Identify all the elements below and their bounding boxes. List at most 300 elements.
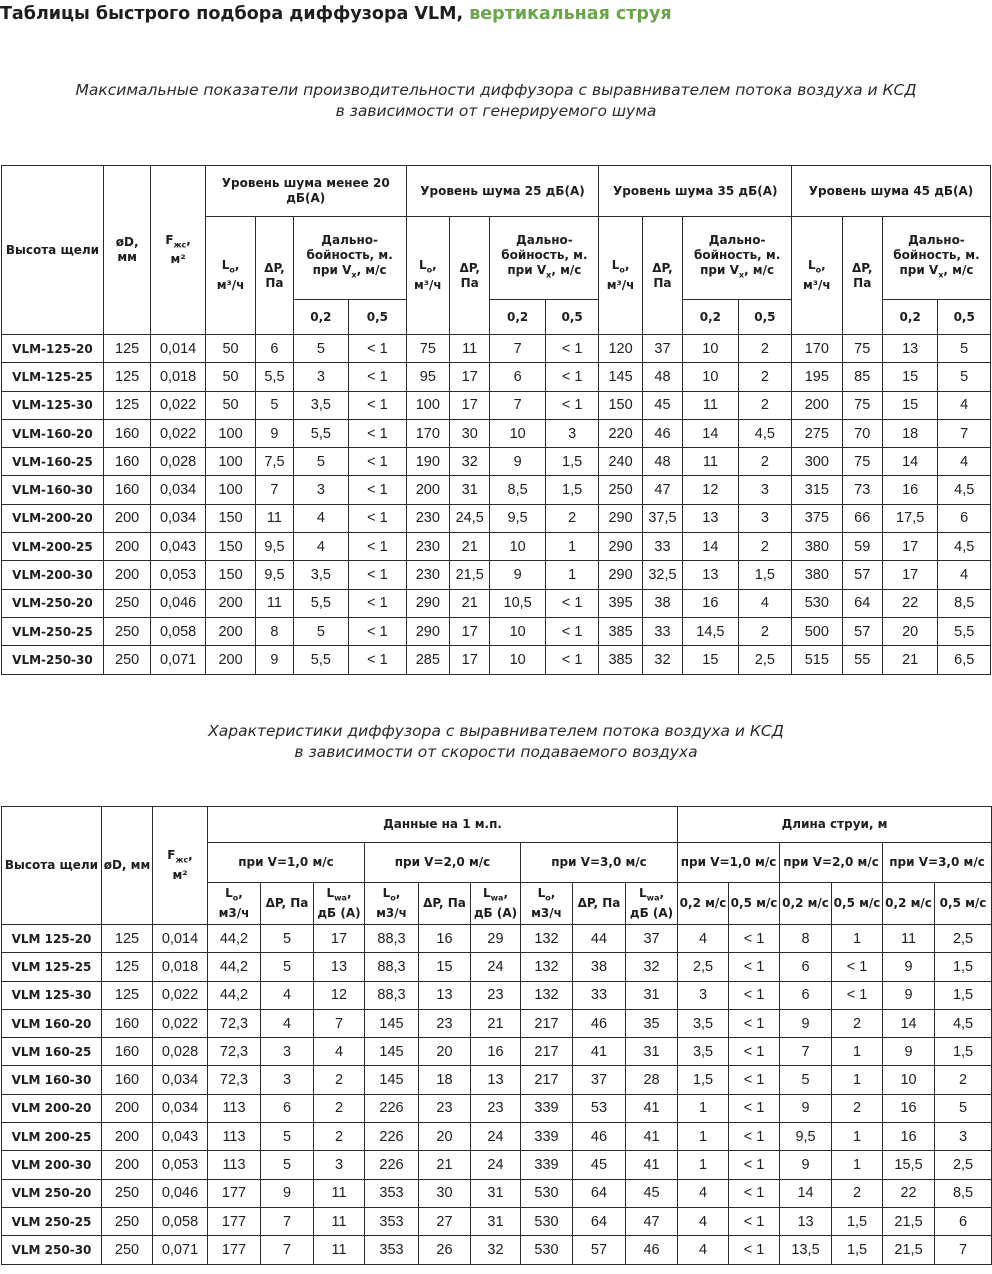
header-slot-height: Высота щели [2, 166, 104, 335]
table-cell: 1,5 [545, 476, 598, 504]
table-cell: 290 [599, 533, 642, 561]
table-cell: 1,5 [738, 561, 791, 589]
header-diameter: øD, мм [103, 166, 150, 335]
table-cell: 177 [208, 1207, 261, 1235]
table-row [2, 1009, 992, 1037]
table-cell: 17 [450, 363, 490, 391]
table-cell: 113 [208, 1151, 261, 1179]
table-cell: 315 [792, 476, 842, 504]
table-cell: 10 [490, 617, 546, 645]
table-cell: 1 [832, 1038, 883, 1066]
table-cell: 1,5 [832, 1236, 883, 1264]
table-cell: 9 [780, 1009, 832, 1037]
table-cell: 200 [205, 617, 255, 645]
table-cell: 46 [573, 1009, 626, 1037]
table-cell: 23 [419, 1094, 471, 1122]
table-cell: 44,2 [208, 981, 261, 1009]
header-speed: 0,5 [545, 300, 598, 335]
table-cell: 7 [490, 335, 546, 363]
table-cell: 250 [102, 1179, 153, 1207]
table-cell: < 1 [545, 391, 598, 419]
row-model-name: VLM-125-20 [2, 335, 104, 363]
table-cell: 3 [293, 476, 349, 504]
table-cell: 44,2 [208, 925, 261, 953]
table-cell: 2,5 [738, 646, 791, 674]
header-pressure-drop: ΔP, Па [450, 217, 490, 335]
table-cell: 28 [626, 1066, 678, 1094]
table-cell: 10 [683, 363, 739, 391]
header-speed: 0,2 [882, 300, 938, 335]
header-sound-power: $L_{wa}$, дБ (А) [471, 883, 521, 925]
table-cell: 160 [102, 1038, 153, 1066]
table-cell: 31 [450, 476, 490, 504]
table-cell: 0,058 [151, 617, 205, 645]
header-throw-range: Дально-бойность, м. при $V_x$, м/с [882, 217, 990, 300]
table-cell: < 1 [545, 617, 598, 645]
table-cell: 11 [314, 1179, 365, 1207]
table-cell: 44 [573, 925, 626, 953]
table-cell: 195 [792, 363, 842, 391]
table-cell: 64 [573, 1179, 626, 1207]
table-cell: 9 [490, 448, 546, 476]
table-cell: 339 [521, 1123, 573, 1151]
table-cell: 4 [678, 925, 729, 953]
table-cell: 17 [314, 925, 365, 953]
table-cell: 9 [780, 1094, 832, 1122]
table-cell: 30 [419, 1179, 471, 1207]
table-cell: 64 [573, 1207, 626, 1235]
header-airflow: $L_o$, м³/ч [205, 217, 255, 335]
table-cell: 0,071 [153, 1236, 208, 1264]
header-airflow: $L_o$, м3/ч [365, 883, 419, 925]
table-cell: 500 [792, 617, 842, 645]
table-cell: 3 [738, 476, 791, 504]
table2-caption-line2: в зависимости от скорости подаваемого воздуха [294, 743, 698, 761]
table-cell: 8,5 [938, 589, 991, 617]
table-cell: 35 [626, 1009, 678, 1037]
table-cell: 17 [450, 391, 490, 419]
table-cell: < 1 [545, 646, 598, 674]
table-cell: 13 [683, 561, 739, 589]
table-cell: 21 [471, 1009, 521, 1037]
table-cell: 47 [626, 1207, 678, 1235]
table-row [2, 589, 991, 617]
row-model-name: VLM 125-20 [2, 925, 102, 953]
table-cell: < 1 [832, 981, 883, 1009]
table-cell: 24 [471, 1151, 521, 1179]
table-cell: 7 [261, 1236, 314, 1264]
table-cell: 6 [256, 335, 293, 363]
header-pressure-drop: ΔP, Па [261, 883, 314, 925]
table-cell: 160 [102, 1009, 153, 1037]
table-cell: 290 [599, 561, 642, 589]
table-cell: 37 [642, 335, 682, 363]
table-cell: 3 [293, 363, 349, 391]
table-cell: 9 [883, 981, 935, 1009]
table-cell: 53 [573, 1094, 626, 1122]
table-cell: 8 [780, 925, 832, 953]
table1-caption [0, 80, 992, 122]
table-cell: 1 [832, 1123, 883, 1151]
row-model-name: VLM 160-20 [2, 1009, 102, 1037]
table-cell: 3 [678, 981, 729, 1009]
table-cell: 530 [521, 1179, 573, 1207]
table-cell: 7 [780, 1038, 832, 1066]
table-cell: 73 [842, 476, 882, 504]
table-cell: 3 [545, 419, 598, 447]
table-cell: 217 [521, 1038, 573, 1066]
table-cell: 2 [935, 1066, 992, 1094]
table-cell: 220 [599, 419, 642, 447]
table-cell: 7 [314, 1009, 365, 1037]
table-cell: 9 [490, 561, 546, 589]
table-cell: 27 [419, 1207, 471, 1235]
table-cell: 200 [103, 533, 150, 561]
header-velocity: при V=1,0 м/с [678, 843, 780, 883]
table-cell: 290 [406, 617, 449, 645]
table-cell: 226 [365, 1151, 419, 1179]
table-cell: 23 [419, 1009, 471, 1037]
table-cell: 100 [205, 476, 255, 504]
header-sound-power: $L_{wa}$, дБ (А) [626, 883, 678, 925]
table-cell: 4 [293, 533, 349, 561]
table-cell: 2 [738, 363, 791, 391]
table-cell: 55 [842, 646, 882, 674]
table-cell: 16 [419, 925, 471, 953]
table-cell: 15 [419, 953, 471, 981]
table-cell: 285 [406, 646, 449, 674]
header-throw-range: Дально-бойность, м. при $V_x$, м/с [683, 217, 792, 300]
header-pressure-drop: ΔP, Па [419, 883, 471, 925]
table-cell: 1,5 [678, 1066, 729, 1094]
table-cell: < 1 [729, 1009, 780, 1037]
table-row [2, 1066, 992, 1094]
table-cell: 21,5 [883, 1207, 935, 1235]
table-cell: 13 [471, 1066, 521, 1094]
table-cell: 3,5 [293, 561, 349, 589]
table-cell: 10,5 [490, 589, 546, 617]
table-cell: 17 [450, 646, 490, 674]
table-cell: 9 [883, 1038, 935, 1066]
table-cell: 16 [883, 1123, 935, 1151]
table-row [2, 335, 991, 363]
table-cell: 31 [471, 1207, 521, 1235]
table-cell: 226 [365, 1094, 419, 1122]
table-row [2, 1207, 992, 1235]
row-model-name: VLM-125-30 [2, 391, 104, 419]
table-cell: 170 [792, 335, 842, 363]
table-cell: 72,3 [208, 1009, 261, 1037]
table-cell: 395 [599, 589, 642, 617]
table-cell: 4,5 [738, 419, 791, 447]
table-cell: 57 [842, 561, 882, 589]
header-speed: 0,2 м/с [883, 883, 935, 925]
header-speed: 0,5 м/с [935, 883, 992, 925]
table-cell: 3 [261, 1038, 314, 1066]
table-cell: 11 [256, 504, 293, 532]
table-cell: 7 [261, 1207, 314, 1235]
table-cell: 7 [938, 419, 991, 447]
header-airflow: $L_o$, м³/ч [599, 217, 642, 335]
table-cell: 3 [261, 1066, 314, 1094]
table-cell: 4 [678, 1179, 729, 1207]
table-cell: 3 [935, 1123, 992, 1151]
table-cell: 75 [842, 448, 882, 476]
table-cell: 85 [842, 363, 882, 391]
table-cell: 6 [780, 953, 832, 981]
table-cell: 0,043 [151, 533, 205, 561]
table-cell: 4 [678, 1207, 729, 1235]
table-cell: 145 [365, 1009, 419, 1037]
row-model-name: VLM 125-25 [2, 953, 102, 981]
table-cell: 45 [573, 1151, 626, 1179]
page-title [0, 4, 672, 24]
table-row [2, 1151, 992, 1179]
table-cell: 0,028 [151, 448, 205, 476]
table-cell: 75 [842, 391, 882, 419]
table-cell: 23 [471, 1094, 521, 1122]
table-cell: 45 [642, 391, 682, 419]
table-cell: < 1 [545, 335, 598, 363]
table-cell: 64 [842, 589, 882, 617]
header-airflow: $L_o$, м³/ч [406, 217, 449, 335]
table-cell: 66 [842, 504, 882, 532]
table-cell: 2 [832, 1179, 883, 1207]
table-cell: 113 [208, 1094, 261, 1122]
table-cell: 11 [883, 925, 935, 953]
table-cell: 4 [261, 1009, 314, 1037]
table-cell: 4 [938, 448, 991, 476]
table-cell: 0,034 [151, 504, 205, 532]
table-cell: 0,046 [153, 1179, 208, 1207]
row-model-name: VLM-160-25 [2, 448, 104, 476]
table-cell: 16 [683, 589, 739, 617]
header-speed: 0,5 м/с [832, 883, 883, 925]
table-cell: 20 [419, 1038, 471, 1066]
table-cell: 0,022 [151, 419, 205, 447]
table-cell: 1 [545, 561, 598, 589]
table-row [2, 1123, 992, 1151]
table-cell: 100 [205, 448, 255, 476]
table-cell: 530 [792, 589, 842, 617]
table-cell: 2 [314, 1123, 365, 1151]
table1-caption-line1: Максимальные показатели производительности диффузора с выравнивателем потока воздуха и КСД [75, 81, 917, 99]
header-slot-height: Высота щели [2, 807, 102, 925]
row-model-name: VLM-250-30 [2, 646, 104, 674]
table-cell: 145 [365, 1038, 419, 1066]
table-cell: 4,5 [938, 476, 991, 504]
table-cell: 4 [261, 981, 314, 1009]
table-cell: 21 [450, 533, 490, 561]
table-cell: 0,034 [151, 476, 205, 504]
table-cell: 353 [365, 1236, 419, 1264]
table-cell: 290 [599, 504, 642, 532]
table-cell: 5 [935, 1094, 992, 1122]
table-cell: 100 [406, 391, 449, 419]
table-cell: 0,034 [153, 1066, 208, 1094]
table-cell: 2 [314, 1094, 365, 1122]
table-cell: 32,5 [642, 561, 682, 589]
table-cell: < 1 [349, 589, 407, 617]
header-speed: 0,5 [349, 300, 407, 335]
table-cell: 2 [738, 391, 791, 419]
table-cell: 32 [450, 448, 490, 476]
header-speed: 0,2 м/с [678, 883, 729, 925]
table-cell: 5,5 [293, 419, 349, 447]
table-cell: 21 [450, 589, 490, 617]
table-cell: 200 [792, 391, 842, 419]
table-cell: < 1 [349, 391, 407, 419]
page-title-main: Таблицы быстрого подбора диффузора VLM, [0, 4, 464, 24]
header-noise-group: Уровень шума 25 дБ(А) [406, 166, 599, 217]
table-cell: 217 [521, 1066, 573, 1094]
row-model-name: VLM 250-20 [2, 1179, 102, 1207]
header-speed: 0,2 м/с [780, 883, 832, 925]
table-cell: 0,053 [151, 561, 205, 589]
table-row [2, 363, 991, 391]
table-cell: 160 [102, 1066, 153, 1094]
table-cell: 3 [314, 1151, 365, 1179]
table-cell: 0,046 [151, 589, 205, 617]
header-noise-group: Уровень шума менее 20 дБ(А) [205, 166, 406, 217]
table-cell: 275 [792, 419, 842, 447]
table-cell: 3,5 [293, 391, 349, 419]
table-cell: 2,5 [678, 953, 729, 981]
table-cell: 9,5 [780, 1123, 832, 1151]
table-cell: 2 [832, 1094, 883, 1122]
row-model-name: VLM-250-25 [2, 617, 104, 645]
table-cell: 41 [573, 1038, 626, 1066]
table-cell: 47 [642, 476, 682, 504]
table-row [2, 981, 992, 1009]
header-airflow: $L_o$, м3/ч [521, 883, 573, 925]
header-sound-power: $L_{wa}$, дБ (А) [314, 883, 365, 925]
table-cell: 250 [599, 476, 642, 504]
table-cell: 21 [419, 1151, 471, 1179]
row-model-name: VLM 200-20 [2, 1094, 102, 1122]
table-cell: < 1 [349, 335, 407, 363]
table-cell: 2 [545, 504, 598, 532]
table-cell: 0,014 [151, 335, 205, 363]
table-row [2, 1179, 992, 1207]
table-cell: 57 [573, 1236, 626, 1264]
table-cell: 11 [314, 1236, 365, 1264]
table-cell: 250 [102, 1236, 153, 1264]
table-cell: 6 [490, 363, 546, 391]
table-cell: 17 [882, 561, 938, 589]
table-cell: 11 [683, 448, 739, 476]
table-cell: 0,034 [153, 1094, 208, 1122]
table-cell: 24 [471, 953, 521, 981]
table-row [2, 504, 991, 532]
table-cell: < 1 [349, 363, 407, 391]
table-row [2, 448, 991, 476]
table-cell: 1 [832, 1066, 883, 1094]
table-cell: 1 [678, 1123, 729, 1151]
table-cell: 226 [365, 1123, 419, 1151]
table-cell: 0,014 [153, 925, 208, 953]
table-cell: 5,5 [293, 589, 349, 617]
table-cell: 16 [883, 1094, 935, 1122]
header-area: $F_{жс}$, м² [153, 807, 208, 925]
table-row [2, 561, 991, 589]
table-cell: < 1 [729, 1038, 780, 1066]
table-cell: 31 [626, 981, 678, 1009]
table-cell: 200 [102, 1094, 153, 1122]
table-cell: 160 [103, 476, 150, 504]
table-cell: 1,5 [545, 448, 598, 476]
table-cell: 44,2 [208, 953, 261, 981]
table-cell: 150 [205, 533, 255, 561]
table-cell: 24,5 [450, 504, 490, 532]
table-cell: < 1 [349, 476, 407, 504]
table-cell: 4 [938, 391, 991, 419]
table-cell: 41 [626, 1151, 678, 1179]
table-cell: 33 [573, 981, 626, 1009]
table-cell: 7 [256, 476, 293, 504]
table-cell: < 1 [729, 925, 780, 953]
table-cell: 100 [205, 419, 255, 447]
table-cell: 11 [256, 589, 293, 617]
table-cell: 1,5 [832, 1207, 883, 1235]
table-cell: 290 [406, 589, 449, 617]
row-model-name: VLM-250-20 [2, 589, 104, 617]
table-cell: 230 [406, 561, 449, 589]
table-cell: < 1 [729, 1151, 780, 1179]
table-cell: 9 [261, 1179, 314, 1207]
table-cell: 177 [208, 1179, 261, 1207]
table-cell: 4 [678, 1236, 729, 1264]
table1-caption-line2: в зависимости от генерируемого шума [335, 102, 657, 120]
table-cell: 32 [471, 1236, 521, 1264]
table-cell: < 1 [729, 1123, 780, 1151]
table-cell: 375 [792, 504, 842, 532]
table-row [2, 1236, 992, 1264]
table-cell: 380 [792, 561, 842, 589]
table-cell: 120 [599, 335, 642, 363]
table-cell: < 1 [729, 1066, 780, 1094]
table-cell: 20 [419, 1123, 471, 1151]
header-per-meter-data: Данные на 1 м.п. [208, 807, 678, 843]
header-speed: 0,5 [938, 300, 991, 335]
table-cell: < 1 [729, 953, 780, 981]
row-model-name: VLM 250-25 [2, 1207, 102, 1235]
table-cell: 37 [573, 1066, 626, 1094]
table-cell: < 1 [349, 646, 407, 674]
table-cell: 50 [205, 363, 255, 391]
table-cell: 21,5 [450, 561, 490, 589]
table-cell: 22 [882, 589, 938, 617]
table-cell: 353 [365, 1207, 419, 1235]
table-cell: 1,5 [935, 953, 992, 981]
page-title-accent: вертикальная струя [469, 4, 672, 24]
table-row [2, 533, 991, 561]
table-cell: 10 [490, 533, 546, 561]
table-row [2, 646, 991, 674]
table-cell: 20 [882, 617, 938, 645]
table-cell: 13 [419, 981, 471, 1009]
table-row [2, 953, 992, 981]
table-cell: 0,058 [153, 1207, 208, 1235]
table-cell: 50 [205, 391, 255, 419]
table-cell: 385 [599, 646, 642, 674]
row-model-name: VLM 250-30 [2, 1236, 102, 1264]
table-cell: 200 [102, 1151, 153, 1179]
table-cell: 4 [314, 1038, 365, 1066]
row-model-name: VLM-160-20 [2, 419, 104, 447]
table-cell: 0,022 [153, 981, 208, 1009]
table-cell: 132 [521, 953, 573, 981]
